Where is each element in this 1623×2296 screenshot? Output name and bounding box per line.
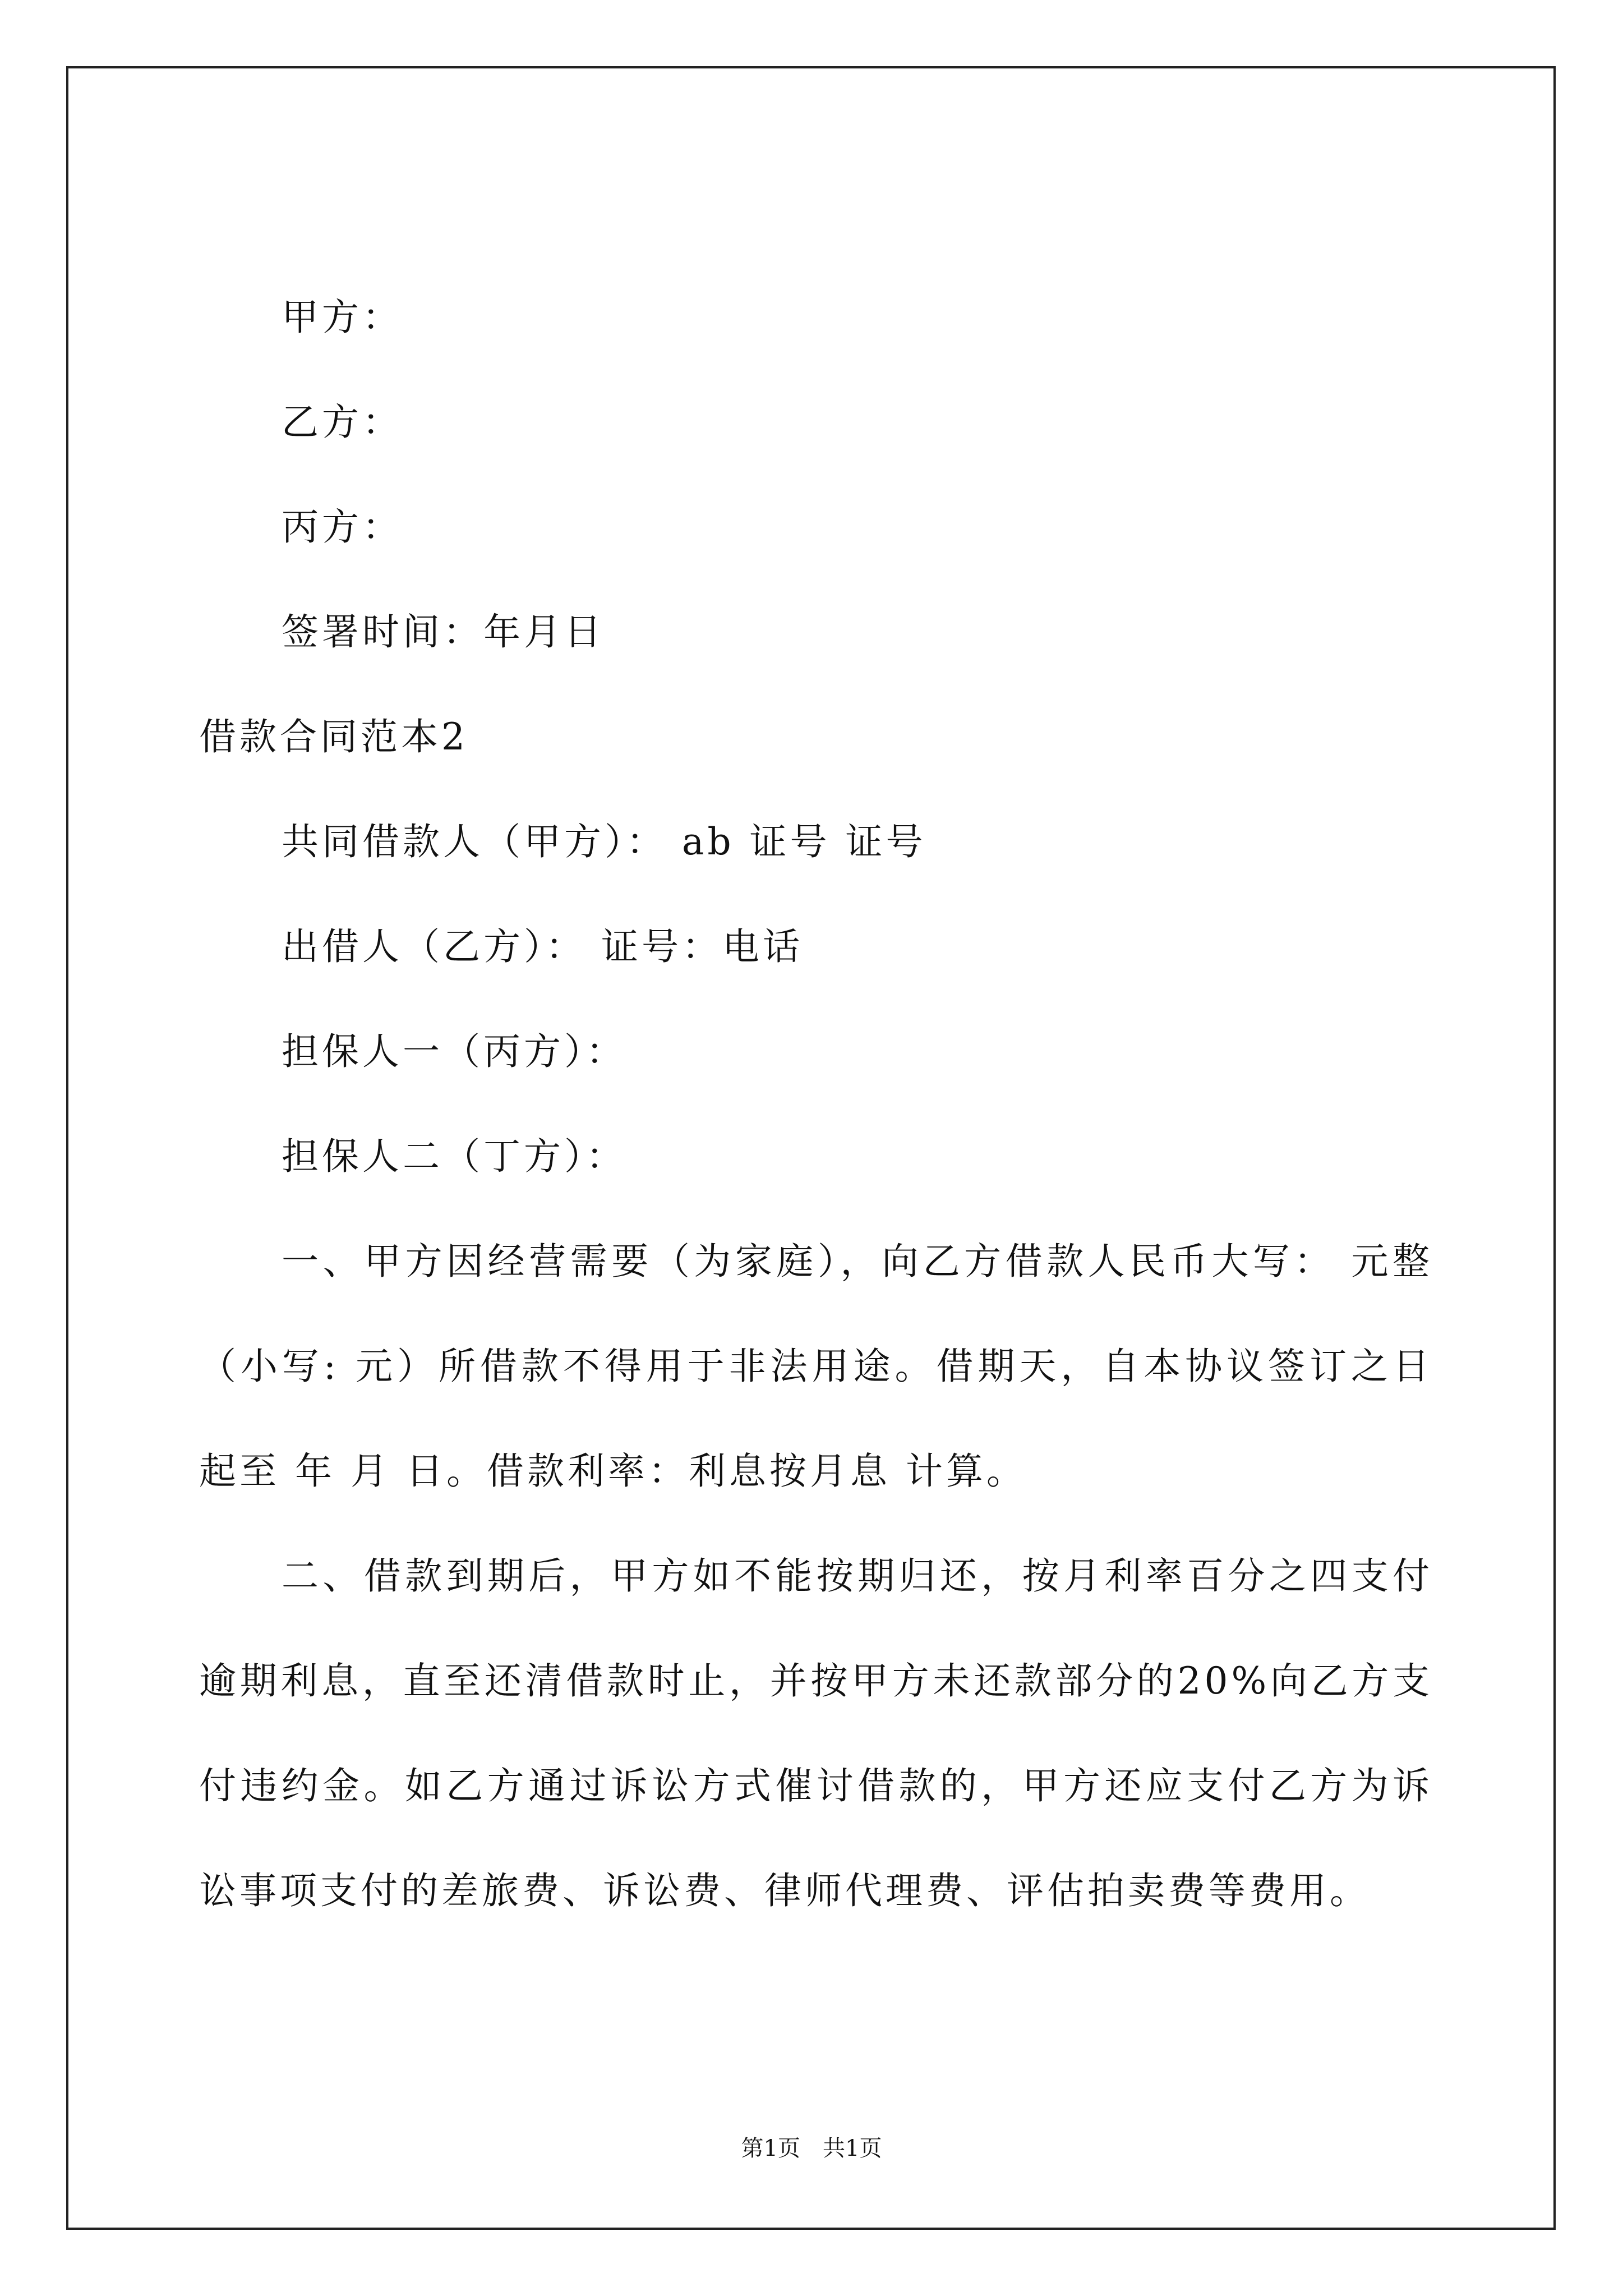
clause-1-line-2: （小写: 元）所借款不得用于非法用途。借期天，自本协议签订之日 [199, 1345, 1433, 1388]
borrower-line: 共同借款人（甲方）： ab 证号 证号 [282, 820, 926, 863]
contract-heading: 借款合同范本2 [199, 715, 468, 758]
clause-2-line-1: 二、借款到期后，甲方如不能按期归还，按月利率百分之四支付 [282, 1554, 1433, 1598]
guarantor-two-line: 担保人二（丁方）： [282, 1135, 626, 1178]
clause-1-line-1: 一、甲方因经营需要（为家庭），向乙方借款人民币大写： 元整 [282, 1240, 1433, 1283]
clause-1-line-3: 起至 年 月 日。借款利率：利息按月息 计算。 [199, 1450, 1027, 1493]
party-b-line: 乙方： [282, 401, 403, 444]
page-footer: 第1页 共1页 [741, 2136, 882, 2161]
party-c-line: 丙方： [282, 505, 403, 549]
party-a-line: 甲方： [282, 296, 403, 339]
guarantor-one-line: 担保人一（丙方）： [282, 1030, 626, 1073]
clause-2-line-2: 逾期利息，直至还清借款时止，并按甲方未还款部分的20%向乙方支 [199, 1659, 1433, 1703]
lender-line: 出借人（乙方）： 证号：电话 [282, 925, 803, 968]
clause-2-line-4: 讼事项支付的差旅费、诉讼费、律师代理费、评估拍卖费等费用。 [199, 1869, 1370, 1912]
clause-2-line-3: 付违约金。如乙方通过诉讼方式催讨借款的，甲方还应支付乙方为诉 [199, 1764, 1433, 1807]
sign-date-line: 签署时间：年月日 [282, 610, 605, 654]
